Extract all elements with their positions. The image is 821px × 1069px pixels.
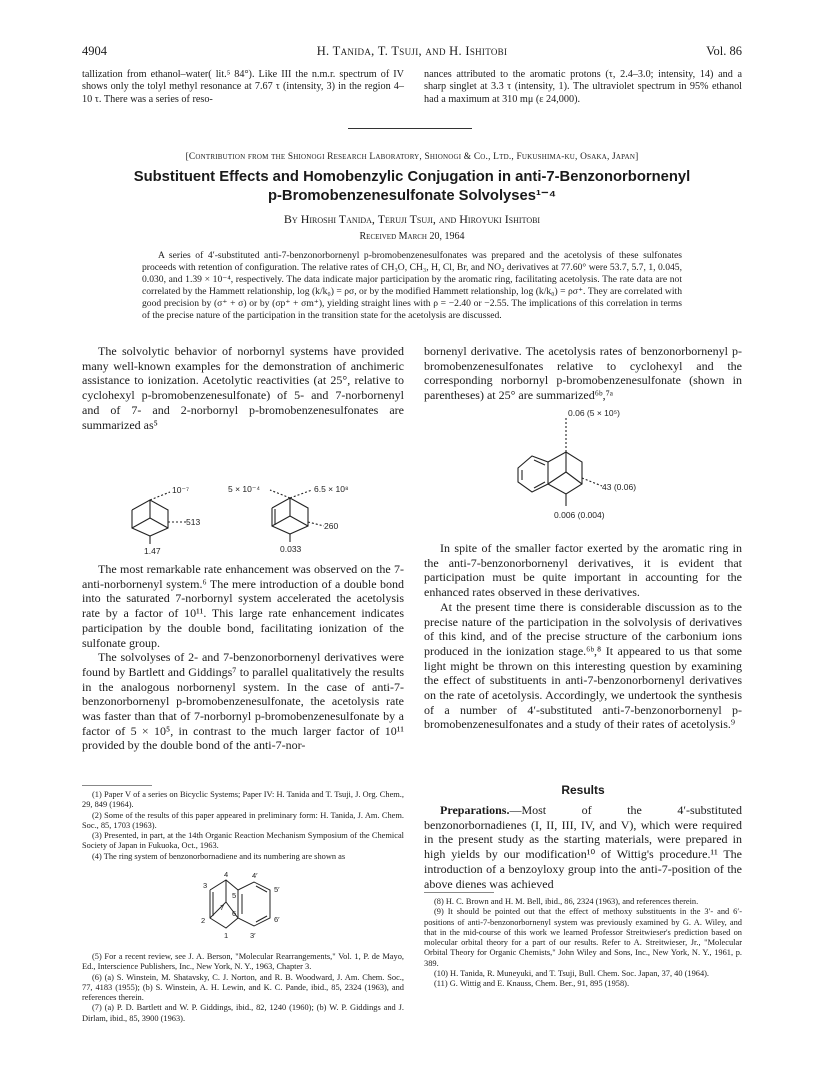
footnote-7: (7) (a) P. D. Bartlett and W. P. Giddings, ibid., 82, 1240 (1960); (b) W. P. Giddings and J. Dirlam, ibid., 85, 3900 (1963). [82, 1003, 404, 1023]
footnote-1: (1) Paper V of a series on Bicyclic Systems; Paper IV: H. Tanida and T. Tsuji, J. Org. Chem., 29, 849 (1964). [82, 790, 404, 810]
article-separator-rule [348, 128, 472, 129]
rate-label-anti: 6.5 × 10⁸ [314, 484, 349, 494]
author-line: By Hiroshi Tanida, Teruji Tsuji, and Hiroyuki Ishitobi [283, 212, 541, 226]
pos-label-5p: 5′ [274, 885, 280, 894]
footnote-4: (4) The ring system of benzonorbornadiene and its numbering are shown as [92, 851, 346, 861]
pos-label-6p: 6′ [274, 915, 280, 924]
footnote-10: (10) H. Tanida, R. Muneyuki, and T. Tsuji, Bull. Chem. Soc. Japan, 37, 40 (1964). [434, 969, 710, 979]
footnote-9: (9) It should be pointed out that the effect of methoxy substituents in the 3′- and 6′-positions of anti-7-benzonorbornenyl system was previously examined by G. A. Wiley, and that in the mid-course of this work we learned Professor Streitwieser's prediction based on molecular orbital theory for a part of our results. Refer to A. Streitwieser, Jr., "Molecular Orbital Theory for Organic Chemists," John Wiley and Sons, Inc., New York, N. Y., 1961, p. 389. [424, 907, 742, 968]
contribution-line: [Contribution from the Shionogi Research Laboratory, Shionogi & Co., Ltd., Fukushima-ku, Osaka, Japan] [185, 152, 639, 162]
abstract-text: A series of 4′-substituted anti-7-benzonorbornenyl p-bromobenzenesulfonates was prepared and the acetolysis of these sulfonates proceeds with retention of configuration. The relative rates of CH₃O, CH₃, H, Cl, Br, and NO₂ derivatives at 77.60° were 53.7, 5.7, 1, 0.045, 0.030, and 1.39 × 10⁻⁴, respectively. The data indicate major participation by the aromatic ring, facilitating acetolysis. The rate data are not correlated by the Hammett relationship, log (k/k₀) = ρσ, or by the modified Hammett relationship, log (k/k₀) = ρσ⁺. They are correlated with good precision by (σ⁺ + σ) or by (σp⁺ + σm⁺), yielding straight lines with ρ = −2.40 or −2.55. The implications of this correlation in terms of the precise nature of the participation in the transition state for the acetolysis are discussed. [142, 250, 682, 321]
footnote-rule-right [424, 892, 494, 893]
footnotes-left-a [82, 790, 404, 862]
title-line-1: Substituent Effects and Homobenzylic Conjugation in anti-7-Benzonorbornenyl [133, 169, 691, 185]
article-title [82, 168, 742, 206]
benzonorbornenyl-structures-figure [510, 404, 690, 534]
footnote-6: (6) (a) S. Winstein, M. Shatavsky, C. J. Norton, and R. B. Woodward, J. Am. Chem. Soc., 77, 4183 (1955); (b) S. Winstein, A. H. Lewin, and K. C. Pande, ibid., 85, 2324 (1963), and references therein. [82, 972, 404, 1003]
rate-label-anti-benzo: 0.06 (5 × 10⁵) [568, 408, 620, 418]
left-col-body [82, 562, 404, 753]
running-authors: H. Tanida, T. Tsuji, and H. Ishitobi [316, 44, 508, 58]
right-paragraph-2: In spite of the smaller factor exerted by the aromatic ring in the anti-7-benzonorbornenyl derivatives, it is evident that participation must be quite important in accounting for the enhanced rates observed in these derivatives. [424, 541, 742, 600]
right-paragraph-3: At the present time there is considerable discussion as to the precise nature of the participation in the solvolysis of derivatives of this kind, and of the precise structure of the carbonium ions produced in the ionization stage.⁶ᵇ,⁸ It appeared to us that some light might be thrown on this interesting question by examining the effect of substituents in anti-7-benzonorbornenyl derivatives on the rate of acetolysis. Accordingly, we undertook the synthesis of a number of 4′-substituted anti-7-benzonorbornenyl p-bromobenzenesulfonates and a study of their rates of acetolysis.⁹ [424, 599, 742, 732]
right-col-intro [424, 344, 742, 403]
pos-label-7: 7 [220, 903, 225, 912]
pos-label-3p: 3′ [250, 931, 256, 940]
footnote-3: (3) Presented, in part, at the 14th Organic Reaction Mechanism Symposium of the Chemical Society of Japan in Fukuoka, Oct., 1963. [82, 831, 404, 851]
running-header [82, 44, 742, 62]
volume-label: Vol. 86 [706, 44, 742, 58]
rate-label-2-exo: 513 [186, 517, 201, 527]
preparations-text: —Most of the 4′-substituted benzonorbornadienes (I, II, III, IV, and V), which were required in the present study as the starting materials, were prepared in high yields by our modification¹⁰ of Wittig's procedure.¹¹ The introduction of a benzoyloxy group into the anti-7-position of the above dienes was achieved [424, 803, 742, 891]
benzonorbornadiene-numbering-figure [190, 868, 310, 944]
rate-label-endo-benzo: 0.006 (0.004) [554, 510, 605, 520]
abstract [142, 250, 682, 321]
page-number: 4904 [82, 44, 107, 58]
preparations-section [424, 803, 742, 891]
prev-article-right-text: nances attributed to the aromatic protons (τ, 2.4–3.0; intensity, 14) and a sharp singlet at 3.3 τ (intensity, 1). The ultraviolet spectrum in 95% ethanol had a maximum at 310 mμ (ε 24,000). [424, 69, 742, 105]
pos-label-4p: 4′ [252, 871, 258, 880]
pos-label-5: 5 [232, 891, 237, 900]
left-paragraph-2: The most remarkable rate enhancement was observed on the 7-anti-norbornenyl system.⁶ The mere introduction of a double bond into the saturated 7-norbornyl system accelerated the acetolysis rate by a factor of 10¹¹. This large rate enhancement indicates participation by the double bond, facilitating ionization of the sulfonate group. [82, 562, 404, 650]
left-col-intro [82, 344, 404, 432]
rate-label-2-endo: 1.47 [144, 546, 161, 556]
rate-label-5-exo: 260 [324, 521, 339, 531]
pos-label-1: 1 [224, 931, 229, 940]
pos-label-6: 6 [232, 909, 237, 918]
footnote-2: (2) Some of the results of this paper appeared in preliminary form: H. Tanida, J. Am. Chem. Soc., 85, 1703 (1963). [82, 810, 404, 830]
left-paragraph-1: The solvolytic behavior of norbornyl systems have provided many well-known examples for the demonstration of anchimeric assistance to ionization. Acetolytic reactivities (at 25°, relative to cyclohexyl p-bromobenzenesulfonate) of 5- and 7-norbornenyl and of 7- and 2-norbornyl p-bromobenzenesulfonates are summarized as⁵ [82, 344, 404, 432]
left-paragraph-3: The solvolyses of 2- and 7-benzonorbornenyl derivatives were found by Bartlett and Giddings⁷ to parallel qualitatively the results in the analogous norbornenyl system. In the case of anti-7-benzonorbornenyl p-bromobenzenesulfonate, the acetolysis rate was faster than that of 7-norbornyl p-bromobenzenesulfonate by a factor of 5 × 10⁵, in contrast to the much larger factor of 10¹¹ provided by the double bond of the anti-7-nor- [82, 650, 404, 753]
pos-label-4: 4 [224, 870, 229, 879]
rate-label-syn: 5 × 10⁻⁴ [228, 484, 261, 494]
right-paragraph-1: bornenyl derivative. The acetolysis rates of benzonorbornenyl p-bromobenzenesulfonates relative to cyclohexyl and the corresponding norbornyl p-bromobenzenesulfonate (shown in parentheses) at 25° are summarized⁶ᵇ,⁷ᵃ [424, 344, 742, 403]
footnote-rule-left [82, 785, 152, 786]
rate-label-5-endo: 0.033 [280, 544, 302, 554]
results-heading: Results [561, 783, 605, 797]
norbornyl-structures-figure [110, 478, 390, 558]
footnote-5: (5) For a recent review, see J. A. Berson, "Molecular Rearrangements," Vol. 1, P. de Mayo, Ed., Interscience Publishers, Inc., New York, N. Y., 1963, Chapter 3. [82, 952, 404, 972]
rate-label-exo-benzo: 43 (0.06) [602, 482, 637, 492]
received-date: Received March 20, 1964 [359, 231, 465, 242]
footnotes-left-b [82, 952, 404, 1024]
pos-label-2: 2 [201, 916, 206, 925]
footnotes-right [424, 897, 742, 990]
pos-label-3: 3 [203, 881, 208, 890]
right-col-body [424, 541, 742, 732]
preparations-title: Preparations. [440, 803, 510, 817]
footnote-11: (11) G. Wittig and E. Knauss, Chem. Ber., 91, 895 (1958). [434, 979, 630, 989]
preparations-paragraph [424, 803, 742, 891]
prev-article-left-text: tallization from ethanol–water( lit.⁵ 84°). Like III the n.m.r. spectrum of IV shows only the tolyl methyl resonance at 7.67 τ (intensity, 3) in the region 4–10 τ. There was a series of reso- [82, 69, 404, 105]
title-line-2: p-Bromobenzenesulfonate Solvolyses¹⁻⁴ [267, 188, 557, 204]
rate-label-7-norbornyl: 10⁻⁷ [172, 485, 190, 495]
footnote-8: (8) H. C. Brown and H. M. Bell, ibid., 86, 2324 (1963), and references therein. [434, 897, 699, 906]
